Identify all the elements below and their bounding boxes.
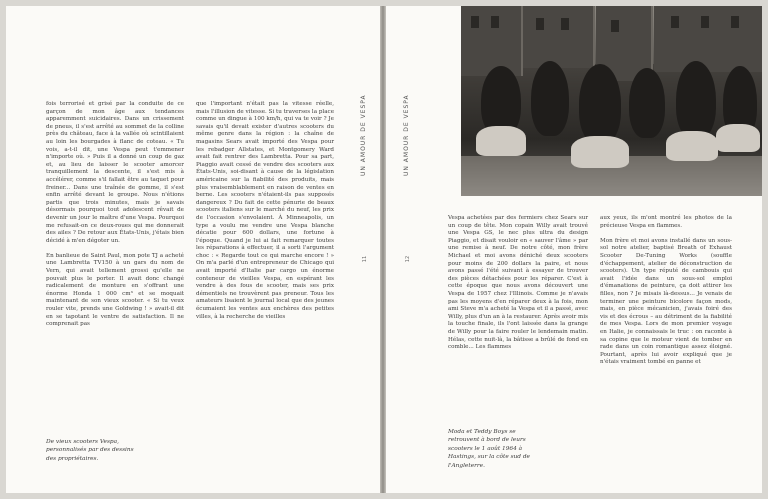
right-page: [386, 6, 762, 493]
left-caption: De vieux scooters Vespa, personnalisés par des dessins des propriétaires.: [46, 439, 134, 462]
left-column-1: fois terrorisé et grisé par la conduite de ce garçon de mon âge aux tendances apparemment suicidaires. Dans un crissement de pneus, il s'est arrêté au sommet de la colline près du château, face à la vallée où scintillaient au loin les bourgades à flanc de coteau. « Tu vois, a-t-il dit, une Vespa peut t'emmener n'importe où. » Puis il a donné un coup de gaz et, au lieu de laisser le scooter amorcer tranquillement la descente, il s'est mis à accélérer, comme s'il fallait être au taquet pour freiner... Dans une traînée de gomme, il s'est enfin arrêté devant le groupe. Nous n'étions partis que trois minutes, mais je savais désormais pourquoi tout adolescent rêvait de devenir un jour le maître d'une Vespa. Pourquoi me refusait-on ce deux-roues qui me donnerait des ailes ? De retour aux États-Unis, j'étais bien décidé à m'en dégoter un. En banlieue de Saint Paul, mon pote TJ a acheté une Lambretta TV150 à un gars du nom de Vern, qui avait tellement grossi qu'elle ne pouvait plus le porter. Il avait donc changé radicalement de monture en s'offrant une énorme Honda 1 000 cm³ et se moquait maintenant de son vieux scooter. « Si tu veux rouler vite, prends une Goldwing ! » avait-il dit en se tapotant le ventre de satisfaction. Il ne comprenait pas: [46, 101, 184, 328]
right-column-1: Vespa achetées par des fermiers chez Sears sur un coup de tête. Mon copain Willy avait trouvé une Vespa GS, le nec plus ultra du design Piaggio, et disait vouloir en « sauver l'âme » par une remise à neuf. De notre côté, mon frère Michael et moi avons déniché deux scooters pour moins de 200 dollars la paire, et nous avons passé l'été suivant à essayer de trouver des pièces détachées pour les réparer. C'est à cette époque que nous avons découvert une Vespa de 1957 chez l'Illinois. Comme je n'avais pas les moyens d'en réparer deux à la fois, mon ami Steve m'a acheté la Vespa et il a passé, avec Willy, plus d'un an à la restaurer. Après avoir mis la touche finale, ils l'ont laissée dans la grange de Willy pour la faire rouler le lendemain matin. Hélas, cette nuit-là, la bâtisse a brûlé de fond en comble... Les flammes: [448, 215, 588, 351]
photo-caption: Moda et Teddy Boys se retrouvent à bord de leurs scooters le 1 août 1964 à Hastings, sur la côte sud de l'Angleterre.: [448, 429, 530, 469]
right-folio: 12: [405, 255, 412, 263]
left-page: [6, 6, 380, 493]
right-column-2: aux yeux, ils m'ont montré les photos de la précieuse Vespa en flammes. Mon frère et moi avons installé dans un sous-sol notre atelier, baptisé Breath of Exhaust Scooter De-Tuning Works (souffle d'échappement, atelier de déconstruction de scooters). Un type réputé de cambouis qui avait l'idée dans un sous-sol emploi d'émanations de peinture, ça doit attirer les filles, non ? Je misais là-dessus... Je venais de terminer une peinture bicolore façon mods, mais, en pièce mécanicien, j'avais foiré des vis et des écrous – au détriment de la fiabilité de mes Vespa. Lors de mon premier voyage en Italie, je connaissais le truc : on raconte à sa copine que le moteur vient de tomber en rade dans un coin romantique assez éloigné. Pourtant, après lui avoir expliqué que je n'étais vraiment tombé en panne et: [600, 215, 732, 366]
left-column-2: que l'important n'était pas la vitesse réelle, mais l'illusion de vitesse. Si tu traverses la place comme un dingue à 100 km/h, qui va te voir ? Je savais qu'il devait exister d'autres scooters du même genre dans la région : la chaîne de magasins Sears avait importé des Vespa pour les rebadger Allstates, et Montgomery Ward avait fait rentrer des Lambretta. Pour sa part, Piaggio avait cessé de vendre des scooters aux États-Unis, soi-disant à cause de la législation américaine sur la fiabilité des produits, mais plus vraisemblablement en raison de ventes en berne. Les scooters n'étaient-ils pas supposés dangereux ? Du fait de cette pénurie de beaux scooters italiens sur le marché du neuf, les prix de l'occasion s'envolaient. À Minneapolis, un type a voulu me vendre une Vespa blanche décatie pour 600 dollars, une fortune à l'époque. Quand je lui ai fait remarquer toutes les réparations à effectuer, il a sorti l'argument choc : « Regarde tout ce qui marche encore ! » On m'a parlé d'un entrepreneur de Chicago qui avait importé d'Italie par cargo un énorme conteneur de vieilles Vespa, en espérant les vendre à des fous de scooter, mais ses prix démentiels ne trouvèrent pas preneur. Tous les amateurs lisaient le journal local que des jeunes écumaient les ventes aux enchères des petites villes, à la recherche de vieilles: [196, 101, 334, 320]
left-running-head: UN AMOUR DE VESPA: [360, 94, 367, 176]
scooter-rally-photo: [461, 6, 762, 196]
right-running-head: UN AMOUR DE VESPA: [403, 94, 410, 176]
left-folio: 11: [362, 255, 369, 263]
